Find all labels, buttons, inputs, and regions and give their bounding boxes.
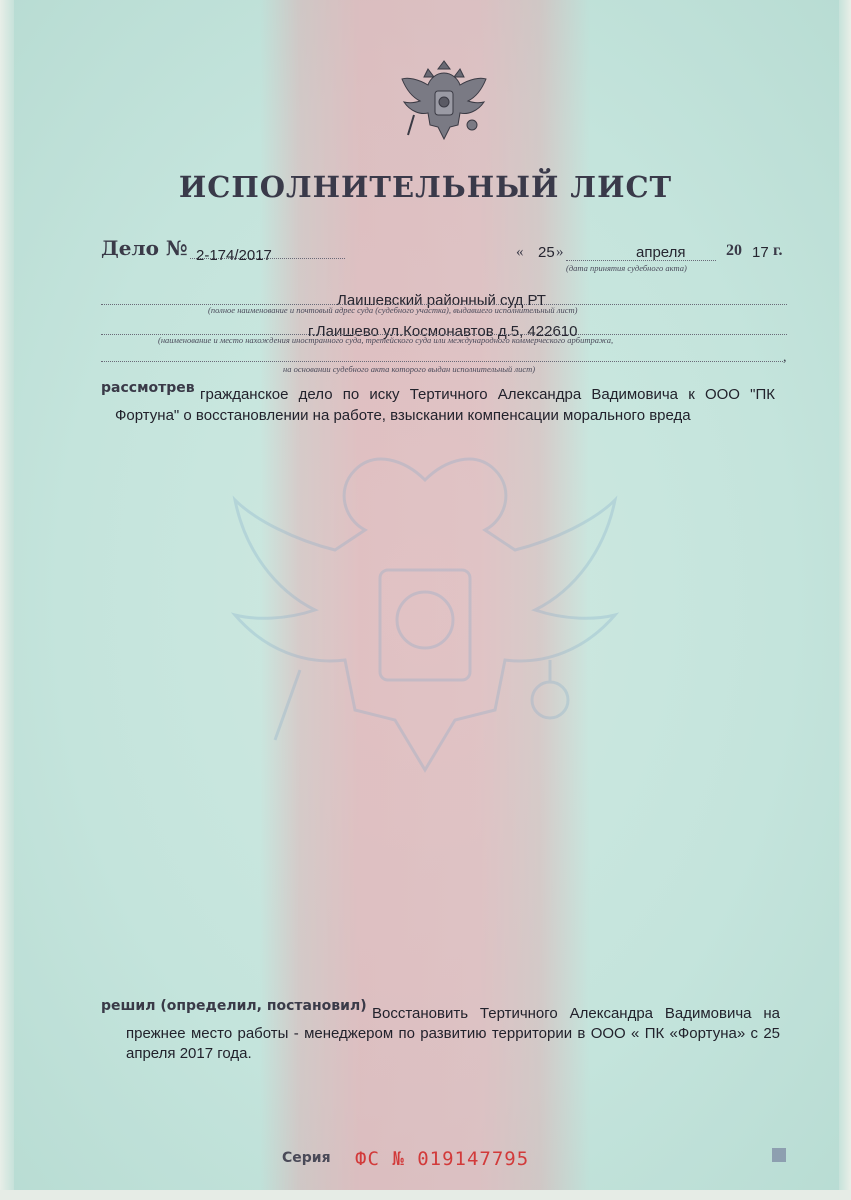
date-caption: (дата принятия судебного акта) — [566, 263, 687, 273]
decided-line-1: Восстановить Тертичного Александра Вадимовича на — [372, 1005, 780, 1022]
decided-line-2: прежнее место работы - менеджером по развитию территории в ООО « ПК «Фортуна» с 25 — [126, 1025, 780, 1042]
date-year-unit: г. — [773, 242, 783, 259]
series-label: Серия — [282, 1150, 331, 1166]
date-day: 25 — [538, 244, 555, 261]
coat-of-arms-icon — [398, 55, 490, 145]
court-address: г.Лаишево ул.Космонавтов д.5, 422610 — [308, 323, 578, 340]
case-label: Дело № — [101, 236, 188, 260]
court-address-caption: (наименование и место нахождения иностранного суда, третейского суда или международного коммерческого арбитража, — [158, 335, 614, 345]
watermark-eagle-icon — [215, 420, 635, 800]
date-quote-open: « — [516, 244, 524, 260]
court-name-caption: (полное наименование и почтовый адрес суда (судебного участка), выдавшего исполнительный лист) — [208, 305, 578, 315]
date-year-prefix: 20 — [726, 242, 742, 259]
basis-line — [101, 361, 783, 362]
date-month: апреля — [636, 244, 686, 261]
page-edge-bottom — [0, 1190, 851, 1200]
corner-mark — [772, 1148, 786, 1162]
considered-label: рассмотрев — [101, 380, 195, 396]
decided-line-3: апреля 2017 года. — [126, 1045, 252, 1062]
decided-label: решил (определил, постановил) — [101, 998, 367, 1014]
date-quote-close: » — [556, 244, 564, 260]
basis-caption: на основании судебного акта которого выдан исполнительный лист) — [283, 364, 536, 374]
date-year-suffix: 17 — [752, 244, 769, 261]
case-number: 2-174/2017 — [196, 247, 272, 264]
considered-line-2: Фортуна" о восстановлении на работе, взыскании компенсации морального вреда — [115, 407, 691, 424]
considered-line-1: гражданское дело по иску Тертичного Александра Вадимовича к ООО "ПК — [200, 386, 775, 403]
document-title: ИСПОЛНИТЕЛЬНЫЙ ЛИСТ — [178, 170, 673, 204]
writ-page: ИСПОЛНИТЕЛЬНЫЙ ЛИСТ Дело № 2-174/2017 « 25 » апреля 20 17 г. (дата принятия судебного акта) Лаишевский районный суд РТ (полное наименование и почтовый адрес суда (судебного участка), выдавшего исполнительный лист) г.Лаишево ул.Космонавтов д.5, 422610 (наименование и место нахождения иностранного суда, третейского суда или международного коммерческого арбитража, , на основании судебного акта которого выдан исполнительный лист) рассмотрев гражданское дело по иску Тертичного Александра Вадимовича к ООО "ПК Фортуна" о восстановлении на работе, взыскании компенсации морального вреда решил (определил, постановил) Восстановить Тертичного Александра Вадимовича на прежнее место работы - менеджером по развитию территории в ООО « ПК «Фортуна» с 25 апреля 2017 года. Серия ФС № 019147795 — [0, 0, 851, 1200]
series-number: ФС № 019147795 — [355, 1148, 530, 1170]
court-name: Лаишевский районный суд РТ — [337, 292, 546, 309]
